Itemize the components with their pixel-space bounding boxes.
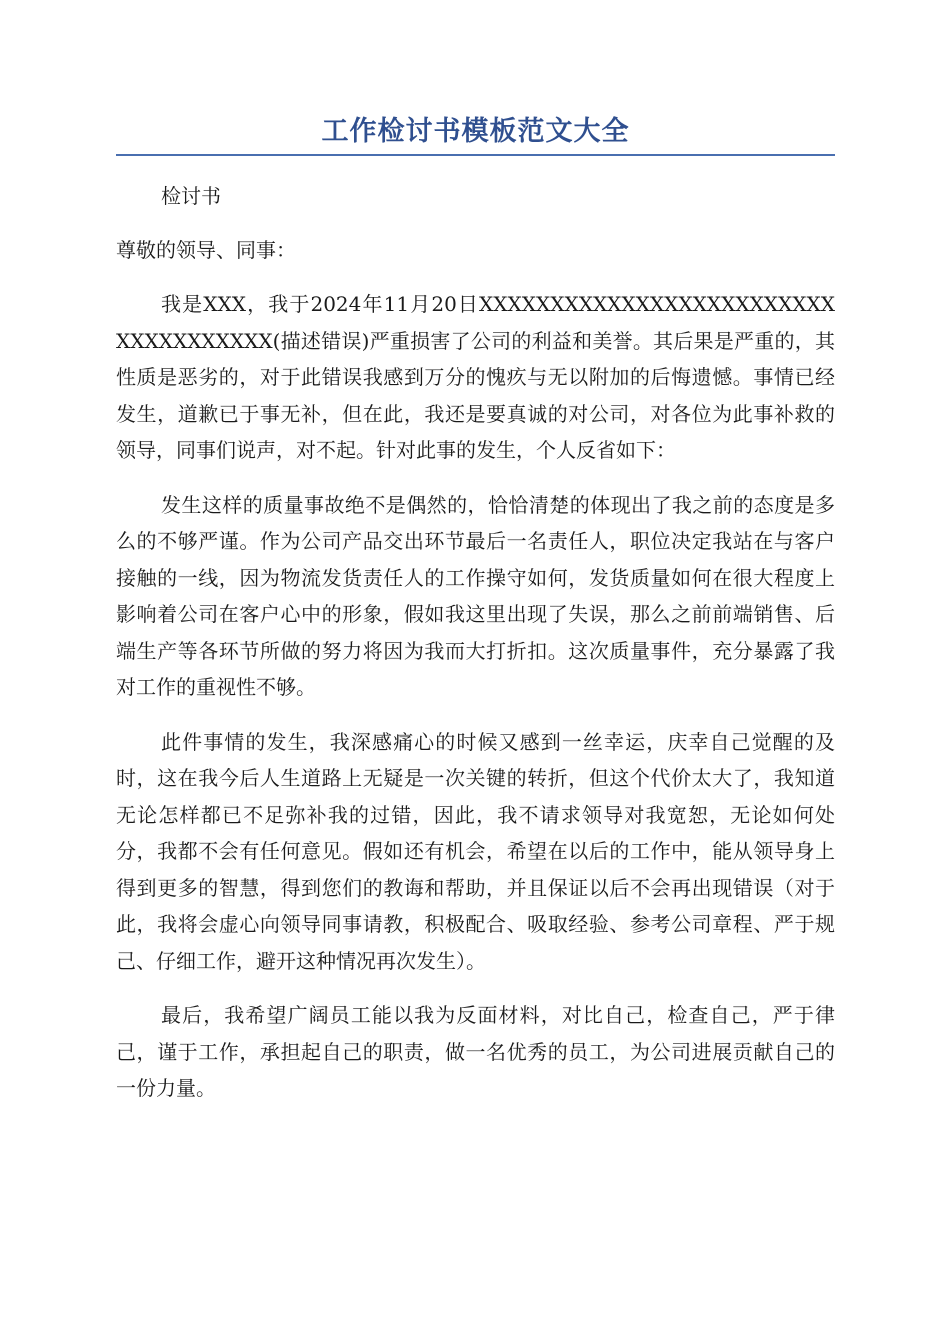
document-title: 工作检讨书模板范文大全 <box>116 112 835 156</box>
body-paragraph-3: 此件事情的发生，我深感痛心的时候又感到一丝幸运，庆幸自己觉醒的及时，这在我今后人生道路上无疑是一次关键的转折，但这个代价太大了，我知道无论怎样都已不足弥补我的过错，因此，我不请求领导对我宽恕，无论如何处分，我都不会有任何意见。假如还有机会，希望在以后的工作中，能从领导身上得到更多的智慧，得到您们的教诲和帮助，并且保证以后不会再出现错误（对于此，我将会虚心向领导同事请教，积极配合、吸取经验、参考公司章程、严于规己、仔细工作，避开这种情况再次发生）。 <box>116 729 835 973</box>
salutation: 尊敬的领导、同事： <box>116 238 296 262</box>
document-page <box>116 112 835 1107</box>
body-paragraph-2: 发生这样的质量事故绝不是偶然的，恰恰清楚的体现出了我之前的态度是多么的不够严谨。作为公司产品交出环节最后一名责任人，职位决定我站在与客户接触的一线，因为物流发货责任人的工作操守如何，发货质量如何在很大程度上影响着公司在客户心中的形象，假如我这里出现了失误，那么之前前端销售、后端生产等各环节所做的努力将因为我而大打折扣。这次质量事件，充分暴露了我对工作的重视性不够。 <box>116 492 835 699</box>
body-paragraph-1: 我是XXX，我于2024年11月20日XXXXXXXXXXXXXXXXXXXXXXXXXXXXXXXXXXXX(描述错误)严重损害了公司的利益和美誉。其后果是严重的，其性质是恶劣的，对于此错误我感到万分的愧疚与无以附加的后悔遗憾。事情已经发生，道歉已于事无补，但在此，我还是要真诚的对公司，对各位为此事补救的领导，同事们说声，对不起。针对此事的发生，个人反省如下： <box>116 292 835 462</box>
body-paragraph-4: 最后，我希望广阔员工能以我为反面材料，对比自己，检查自己，严于律己，谨于工作，承担起自己的职责，做一名优秀的员工，为公司进展贡献自己的一份力量。 <box>116 1003 835 1100</box>
document-heading: 检讨书 <box>161 184 221 208</box>
